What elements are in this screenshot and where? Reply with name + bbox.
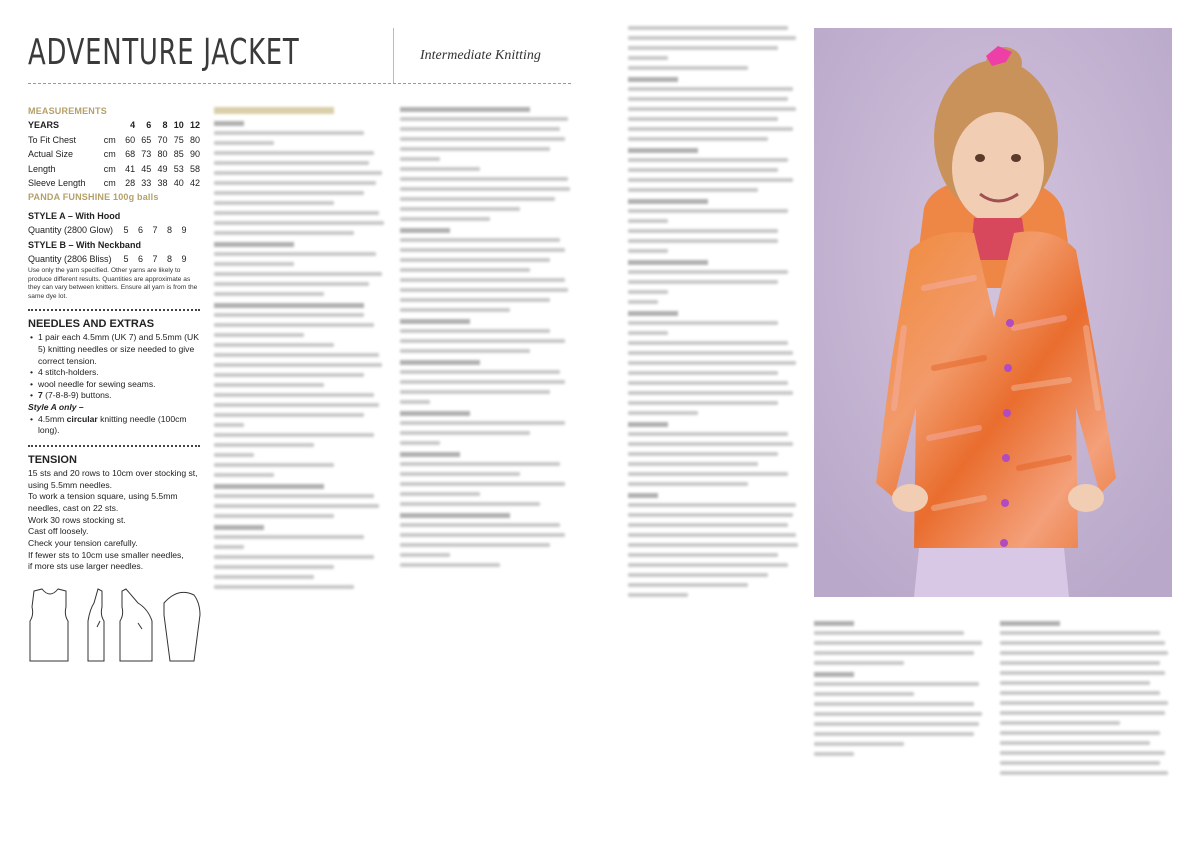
table-row: Quantity (2800 Glow) 5 6 7 8 9 <box>28 225 187 236</box>
list-item: • 4.5mm circular knitting needle (100cm long). <box>28 414 203 437</box>
style-b-label: STYLE B – With Neckband <box>28 239 141 250</box>
table-row: Actual Size cm 68 73 80 85 90 <box>28 149 200 160</box>
left-hand <box>892 484 928 512</box>
right-front-piece <box>120 589 152 661</box>
style-a-label: STYLE A – With Hood <box>28 210 121 221</box>
photo-illustration <box>814 28 1172 597</box>
table-row: To Fit Chest cm 60 65 70 75 80 <box>28 134 200 145</box>
right-hand <box>1068 484 1104 512</box>
tension-text: 15 sts and 20 rows to 10cm over stocking st, using 5.5mm needles. To work a tension square, using 5.5mm needles, cast on 22 sts. Work 30 rows stocking st. Cast off loosely. Check your tension carefully. If fewer sts to 10cm use smaller needles, if more sts use larger needles. <box>28 467 198 572</box>
style-a-quantity <box>28 223 187 237</box>
tension-heading: TENSION <box>28 453 77 466</box>
table-row: YEARS 4 6 8 10 12 <box>28 118 200 132</box>
list-item: Style A only – <box>28 402 84 413</box>
requirements-column <box>28 104 203 573</box>
table-row: Length cm 41 45 49 53 58 <box>28 163 200 174</box>
needles-heading: NEEDLES AND EXTRAS <box>28 318 155 331</box>
instructions-column <box>214 100 386 595</box>
sleeve-piece <box>164 592 200 661</box>
measurements-heading: MEASUREMENTS <box>28 106 107 116</box>
instructions-column <box>400 100 572 573</box>
measurements-table <box>28 118 200 190</box>
section-divider <box>28 445 200 447</box>
instructions-column <box>1000 614 1172 781</box>
skill-level: Intermediate Knitting <box>420 48 541 63</box>
yarn-heading: PANDA FUNSHINE 100g balls <box>28 192 159 203</box>
pocket-mark <box>97 621 100 627</box>
style-b-quantity <box>28 252 187 266</box>
list-item: • 4 stitch-holders. <box>28 367 203 379</box>
yarn-note: Use only the yarn specified. Other yarns are likely to produce different results. Quantities are approximate as they can vary between knitters. Ensure all yarn is from the same dye lot. <box>28 267 198 300</box>
pocket-mark <box>138 623 142 629</box>
garment-schematic <box>28 585 203 665</box>
table-row: Sleeve Length cm 28 33 38 40 42 <box>28 178 200 189</box>
header-rule <box>28 83 571 84</box>
years-label: YEARS <box>28 120 60 131</box>
table-row: Quantity (2806 Bliss) 5 6 7 8 9 <box>28 254 187 265</box>
instructions-column <box>628 26 800 603</box>
section-divider <box>28 309 200 311</box>
needles-list <box>28 332 203 436</box>
header-divider <box>393 28 394 84</box>
pattern-title: ADVENTURE JACKET <box>28 32 300 73</box>
model-photo <box>814 28 1172 597</box>
list-item: • wool needle for sewing seams. <box>28 379 203 391</box>
trousers <box>914 548 1069 597</box>
list-item: • 1 pair each 4.5mm (UK 7) and 5.5mm (UK 5) knitting needles or size needed to give correct tension. <box>28 332 203 367</box>
face <box>952 112 1044 224</box>
back-piece <box>30 589 68 661</box>
left-front-piece <box>88 589 104 661</box>
instructions-column <box>814 614 984 762</box>
right-page <box>600 0 1200 849</box>
list-item: • 7 (7-8-8-9) buttons. <box>28 390 203 402</box>
